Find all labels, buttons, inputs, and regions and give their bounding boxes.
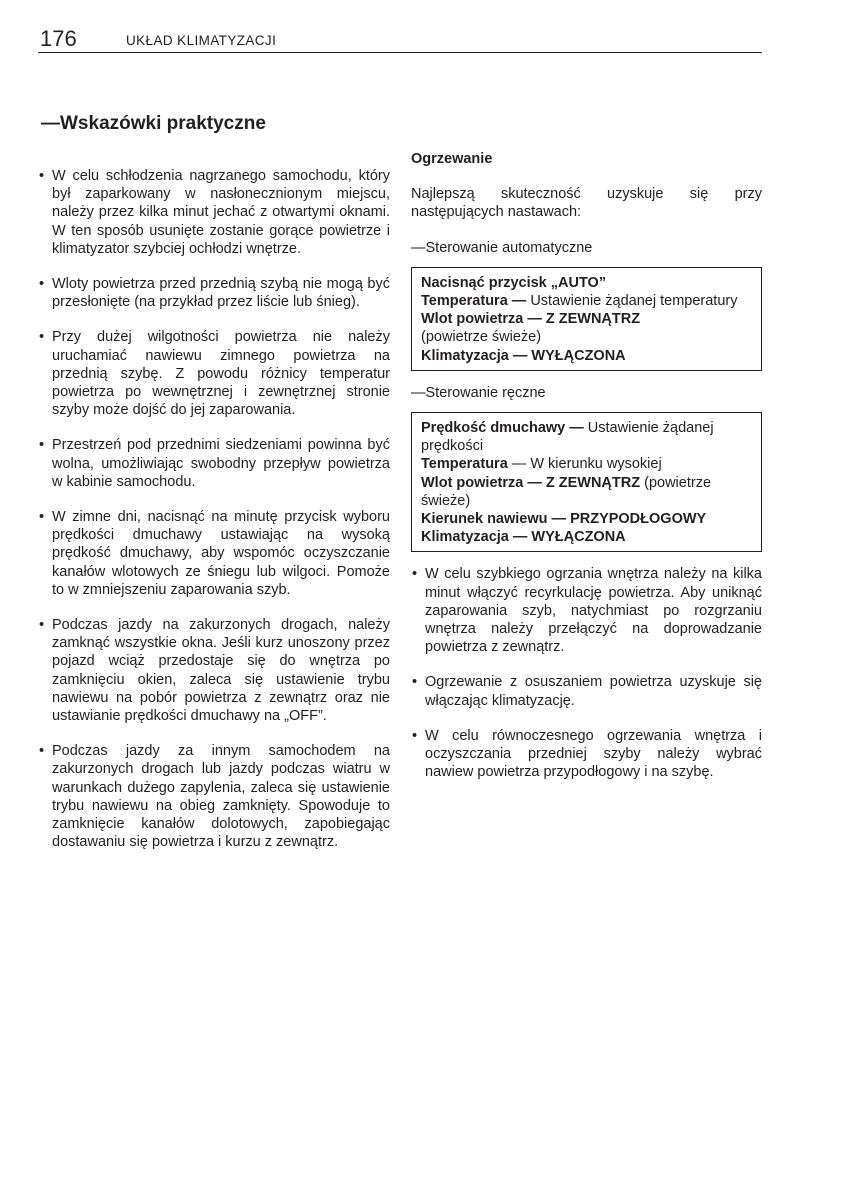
auto-inlet-setting: Wlot powietrza — Z ZEWNĄTRZ (powietrze świeże): [421, 311, 641, 346]
manual-direction-setting: Kierunek nawiewu — PRZYPODŁOGOWY: [421, 511, 707, 528]
chapter-title: UKŁAD KLIMATYZACJI: [126, 33, 277, 48]
list-item: • Przestrzeń pod przednimi siedzeniami powinna być wolna, umożliwiając swobodny przepływ powietrza w kabinie samochodu.: [38, 436, 390, 491]
manual-ac-setting: Klimatyzacja — WYŁĄCZONA: [421, 529, 626, 546]
manual-mode-label: —Sterowanie ręczne: [411, 384, 546, 401]
list-item: • Ogrzewanie z osuszaniem powietrza uzyskuje się włączając klimatyzację.: [411, 673, 762, 709]
list-item: • Podczas jazdy za innym samochodem na zakurzonych drogach lub jazdy podczas wiatru w warunkach dużego zapylenia, zaleca się ustawienie trybu nawiewu na obieg zamknięty. Spowoduje to zamknięcie kanałów dolotowych, zapobiegając dostawaniu się powietrza i kurzu z zewnątrz.: [38, 742, 390, 851]
auto-mode-label: —Sterowanie automatyczne: [411, 239, 593, 256]
list-item: • W celu szybkiego ogrzania wnętrza należy na kilka minut włączyć recyrkulację powietrza. Aby uniknąć zaparowania szyb, natychmiast po rozgrzaniu wnętrza należy przełączyć na doprowadzanie powietrza z zewnątrz.: [411, 565, 762, 656]
right-column: [411, 150, 762, 798]
manual-settings-box: [411, 412, 762, 552]
auto-temperature-setting: Temperatura — Ustawienie żądanej temperatury: [421, 293, 738, 310]
auto-ac-setting: Klimatyzacja — WYŁĄCZONA: [421, 347, 626, 364]
list-item: • W celu równoczesnego ogrzewania wnętrza i oczyszczania przedniej szyby należy wybrać nawiew powietrza przypodłogowy i na szybę.: [411, 727, 762, 782]
list-item: • Przy dużej wilgotności powietrza nie należy uruchamiać nawiewu zimnego powietrza na przednią szybę. Z powodu różnicy temperatur powietrza po wewnętrznej i zewnętrznej stronie szyby może dojść do jej zaparowania.: [38, 328, 390, 419]
list-item: • Podczas jazdy na zakurzonych drogach, należy zamknąć wszystkie okna. Jeśli kurz unoszony przez pojazd wciąż przedostaje się do wnętrza po zamknięciu okien, zaleca się ustawienie trybu nawiewu na pobór powietrza z zewnątrz oraz nie ustawianie prędkości dmuchawy na „OFF”.: [38, 616, 390, 725]
heating-intro: Najlepszą skuteczność uzyskuje się przy następujących nastawach:: [411, 186, 762, 221]
manual-speed-setting: Prędkość dmuchawy — Ustawienie żądanej prędkości: [421, 420, 714, 455]
auto-button-instruction: Nacisnąć przycisk „AUTO”: [421, 274, 607, 291]
manual-temperature-setting: Temperatura — W kierunku wysokiej: [421, 456, 662, 473]
heating-heading: Ogrzewanie: [411, 151, 493, 167]
section-title: —Wskazówki praktyczne: [41, 113, 266, 134]
page-header: [38, 26, 762, 53]
list-item: • W celu schłodzenia nagrzanego samochodu, który był zaparkowany w nasłonecznionym miejscu, należy przez kilka minut jechać z otwartymi oknami. W ten sposób usunięte zostanie gorące powietrze i klimatyzator szybciej ochłodzi wnętrze.: [38, 167, 390, 258]
list-item: • W zimne dni, nacisnąć na minutę przycisk wyboru prędkości dmuchawy ustawiając na wysoką prędkość dmuchawy, aby wspomóc oczyszczanie kanałów wlotowych ze śniegu lub wilgoci. Pomoże to w zmniejszeniu zaparowania szyb.: [38, 508, 390, 599]
auto-settings-box: [411, 267, 762, 371]
left-column: [38, 167, 390, 869]
manual-inlet-setting: Wlot powietrza — Z ZEWNĄTRZ (powietrze świeże): [421, 474, 712, 509]
page-number: 176: [40, 26, 77, 51]
list-item: • Wloty powietrza przed przednią szybą nie mogą być przesłonięte (na przykład przez liście lub śnieg).: [38, 275, 390, 311]
